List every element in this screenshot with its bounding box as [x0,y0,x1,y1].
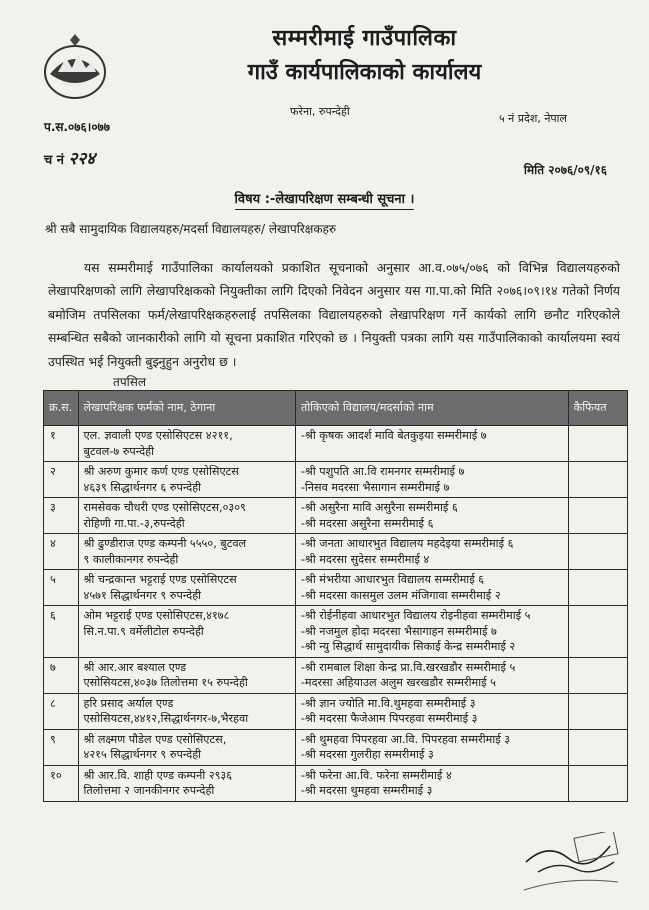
firm-line: रामसेवक चौधरी एण्ड एसोसिएटस,०३०९ [83,501,246,514]
firm-line: श्री आर.वि. शाही एण्ड कम्पनी २९३६ [83,768,233,782]
table-row [44,462,628,498]
school-line: -श्री कृषक आदर्श मावि बेतकुइया सम्मरीमाई ७ [300,429,487,442]
row-remarks [568,606,627,658]
school-line: -श्री थुमहवा पिपरहवा आ.वि. पिपरहवा सम्मरीमाई ३ [300,732,511,746]
row-school [295,534,568,570]
table-row [44,693,628,729]
row-school [295,606,568,658]
firm-line: एसोसियटस,४०३७ तिलोत्तमा १५ रुपन्देही [83,676,248,689]
details-label: तपसिल [113,375,147,389]
reference-number: प.स.०७६।०७७ [44,120,111,134]
row-firm [78,657,295,693]
organization-name: सम्मरीमाई गाउँपालिका [272,26,457,51]
auditor-assignment-table [43,390,628,802]
province: ५ नं प्रदेश, नेपाल [498,112,567,125]
firm-line: ९ कालीकानगर रुपन्देही [83,552,179,566]
notice-date: मिति २०७६/०९/१६ [523,163,607,177]
column-header-remarks: कैफियत [568,391,627,426]
row-firm [78,534,295,570]
firm-line: श्री ढुण्डीराज एण्ड कम्पनी ५५५०, बुटवल [83,537,247,550]
row-remarks [568,729,627,765]
row-serial: ५ [44,570,79,606]
firm-line: रोहिणी गा.पा.-३,रुपन्देही [83,516,185,530]
firm-line: ओम भट्टराई एण्ड एसोसिएटस,४१७८ [83,609,230,622]
dispatch-value: २२४ [68,149,96,169]
row-school [295,462,568,498]
row-remarks [568,498,627,534]
firm-line: एल. ज्ञवाली एण्ड एसोसिएटस ४२११, [83,429,233,442]
school-line: -श्री मंभरीया आधारभुत विद्यालय सम्मरीमाई ६ [300,573,485,586]
table-row [44,606,628,658]
column-header-firm: लेखापरिक्षक फर्मको नाम, ठेगाना [78,391,295,426]
row-remarks [568,657,627,693]
firm-line: ४५७१ सिद्धार्थनगर ९ रुपन्देही [83,588,202,602]
office-name: गाउँ कार्यपालिकाको कार्यालय [247,60,482,85]
school-line: -श्री नजमुल होदा मदरसा भैसागाहन सम्मरीमाई ७ [300,624,497,638]
row-school [295,570,568,606]
table-row [44,657,628,693]
table-row [44,765,628,801]
row-serial: १० [44,765,79,801]
row-firm [78,765,295,801]
row-school [295,729,568,765]
school-line: -श्री मदरसा असुरैना सम्मरीमाई ६ [300,516,434,530]
firm-line: सि.न.पा.९ वर्मेलीटोल रुपन्देही [83,624,204,638]
table-header-row [44,391,628,426]
row-school [295,498,568,534]
table-row [44,426,628,462]
row-remarks [568,765,627,801]
subject-text: विषय :-लेखापरिक्षण सम्बन्धी सूचना । [235,192,415,210]
firm-line: श्री अरुण कुमार कर्ण एण्ड एसोसिएटस [83,465,239,478]
firm-line: श्री लक्ष्मण पौडेल एण्ड एसोसिएटस, [83,732,227,746]
row-serial: ६ [44,606,79,658]
row-firm [78,606,295,658]
school-line: -श्री मदरसा थुमहवा सम्मरीमाई ३ [300,784,433,797]
firm-line: श्री आर.आर बश्याल एण्ड [83,660,187,674]
column-header-sn: क्र.स. [44,391,79,426]
table-row [44,729,628,765]
dispatch-label: च नं [44,153,64,168]
school-line: -श्री पशुपति आ.वि रामनगर सम्मरीमाई ७ [300,465,465,478]
firm-line: ४२१५ सिद्धार्थनगर ९ रुपन्देही [83,748,202,761]
row-firm [78,498,295,534]
column-header-school: तोकिएको विद्यालय/मदर्साको नाम [295,391,568,426]
row-remarks [568,462,627,498]
row-serial: २ [44,462,79,498]
row-serial: ४ [44,534,79,570]
school-line: -श्री फरेना आ.वि. फरेना सम्मरीमाई ४ [300,768,452,782]
office-address: फरेना, रुपन्देही [290,105,350,118]
row-remarks [568,426,627,462]
row-remarks [568,693,627,729]
school-line: -श्री रोईनीहवा आधारभुत विद्यालय रोइनीहवा सम्मरीमाई ५ [300,609,531,622]
firm-line: ४६३९ सिद्धार्थनगर ६ रुपन्देही [83,480,202,494]
row-remarks [568,534,627,570]
school-line: -निसव मदरसा भैसागान सम्मरीमाई ७ [300,480,450,494]
subject-line [0,189,649,207]
school-line: -मदरसा अहियाउल अलुम खरखडौर सम्मरीमाई ५ [300,676,496,689]
notice-body-text: यस सम्मरीमाई गाउँपालिका कार्यालयको प्रकाशित सूचनाको अनुसार आ.व.०७५/०७६ को विभिन्न विद्यालयहरुको लेखापरिक्षणको लागि लेखापरिक्षकको नियुक्तीका लागि दिएको निवेदन अनुसार यस गा.पा.को मिति २०७६।०९।१४ गतेको निर्णय बमोजिम तपसिलका फर्म/लेखापरिक्षकहरुलाई तपसिलका विद्यालयहरुको लेखापरिक्षण गर्ने कार्यको लागि छनौट गरिएकोले सम्बन्धित सबैको जानकारीको लागि यो सूचना प्रकाशित गरिएको छ । नियुक्ती पत्रका लागि यस गाउँपालिकाको कार्यालयमा स्वयं उपस्थित भई नियुक्ती बुझ्नुहुन अनुरोध छ । [48,260,620,369]
row-serial: १ [44,426,79,462]
row-school [295,693,568,729]
school-line: -श्री मदरसा फैजेआम पिपरहवा सम्मरीमाई ३ [300,712,478,725]
row-school [295,657,568,693]
school-line: -श्री जनता आधारभुत विद्यालय महदेइया सम्मरीमाई ६ [300,537,514,550]
row-firm [78,462,295,498]
firm-line: तिलोत्तमा २ जानकीनगर रुपन्देही [83,784,215,797]
addressee: श्री सबै सामुदायिक विद्यालयहरु/मदर्सा विद्यालयहरु/ लेखापरिक्षकहरु [45,222,337,236]
table-row [44,498,628,534]
firm-line: श्री चन्द्रकान्त भट्टराई एण्ड एसोसिएटस [83,573,237,586]
firm-line: बुटवल-७ रुपन्देही [83,444,155,458]
school-line: -श्री ज्ञान ज्योति मा.वि.थुमहवा सम्मरीमाई ३ [300,696,476,710]
notice-body [48,256,620,373]
table-row [44,570,628,606]
school-line: -श्री मदरसा गुलरीहा सम्मरीमाई ३ [300,748,434,761]
signature-stamp [518,832,622,896]
row-firm [78,426,295,462]
row-serial: ९ [44,729,79,765]
row-serial: ८ [44,693,79,729]
school-line: -श्री मदरसा कासमुल उलम मंजिगावा सम्मरीमाई २ [300,588,501,602]
row-serial: ७ [44,657,79,693]
school-line: -श्री न्यु सिद्धार्थ सामुदायीक सिकाई केन्द्र सम्मरीमाई २ [300,640,516,653]
firm-line: एसोसियटस,४४१२,सिद्धार्थनगर-७,भैरहवा [83,712,249,725]
dispatch-number [44,146,95,169]
school-line: -श्री असुरैना मावि असुरैना सम्मरीमाई ६ [300,501,458,514]
row-firm [78,570,295,606]
row-serial: ३ [44,498,79,534]
school-line: -श्री रामबाल शिक्षा केन्द्र प्रा.वि.खरखडौर सम्मरीमाई ५ [300,660,516,674]
row-firm [78,693,295,729]
table-row [44,534,628,570]
school-line: -श्री मदरसा सुदेसर सम्मरीमाई ४ [300,552,430,566]
row-school [295,426,568,462]
firm-line: हरि प्रसाद अर्याल एण्ड [83,696,174,710]
row-firm [78,729,295,765]
row-school [295,765,568,801]
row-remarks [568,570,627,606]
